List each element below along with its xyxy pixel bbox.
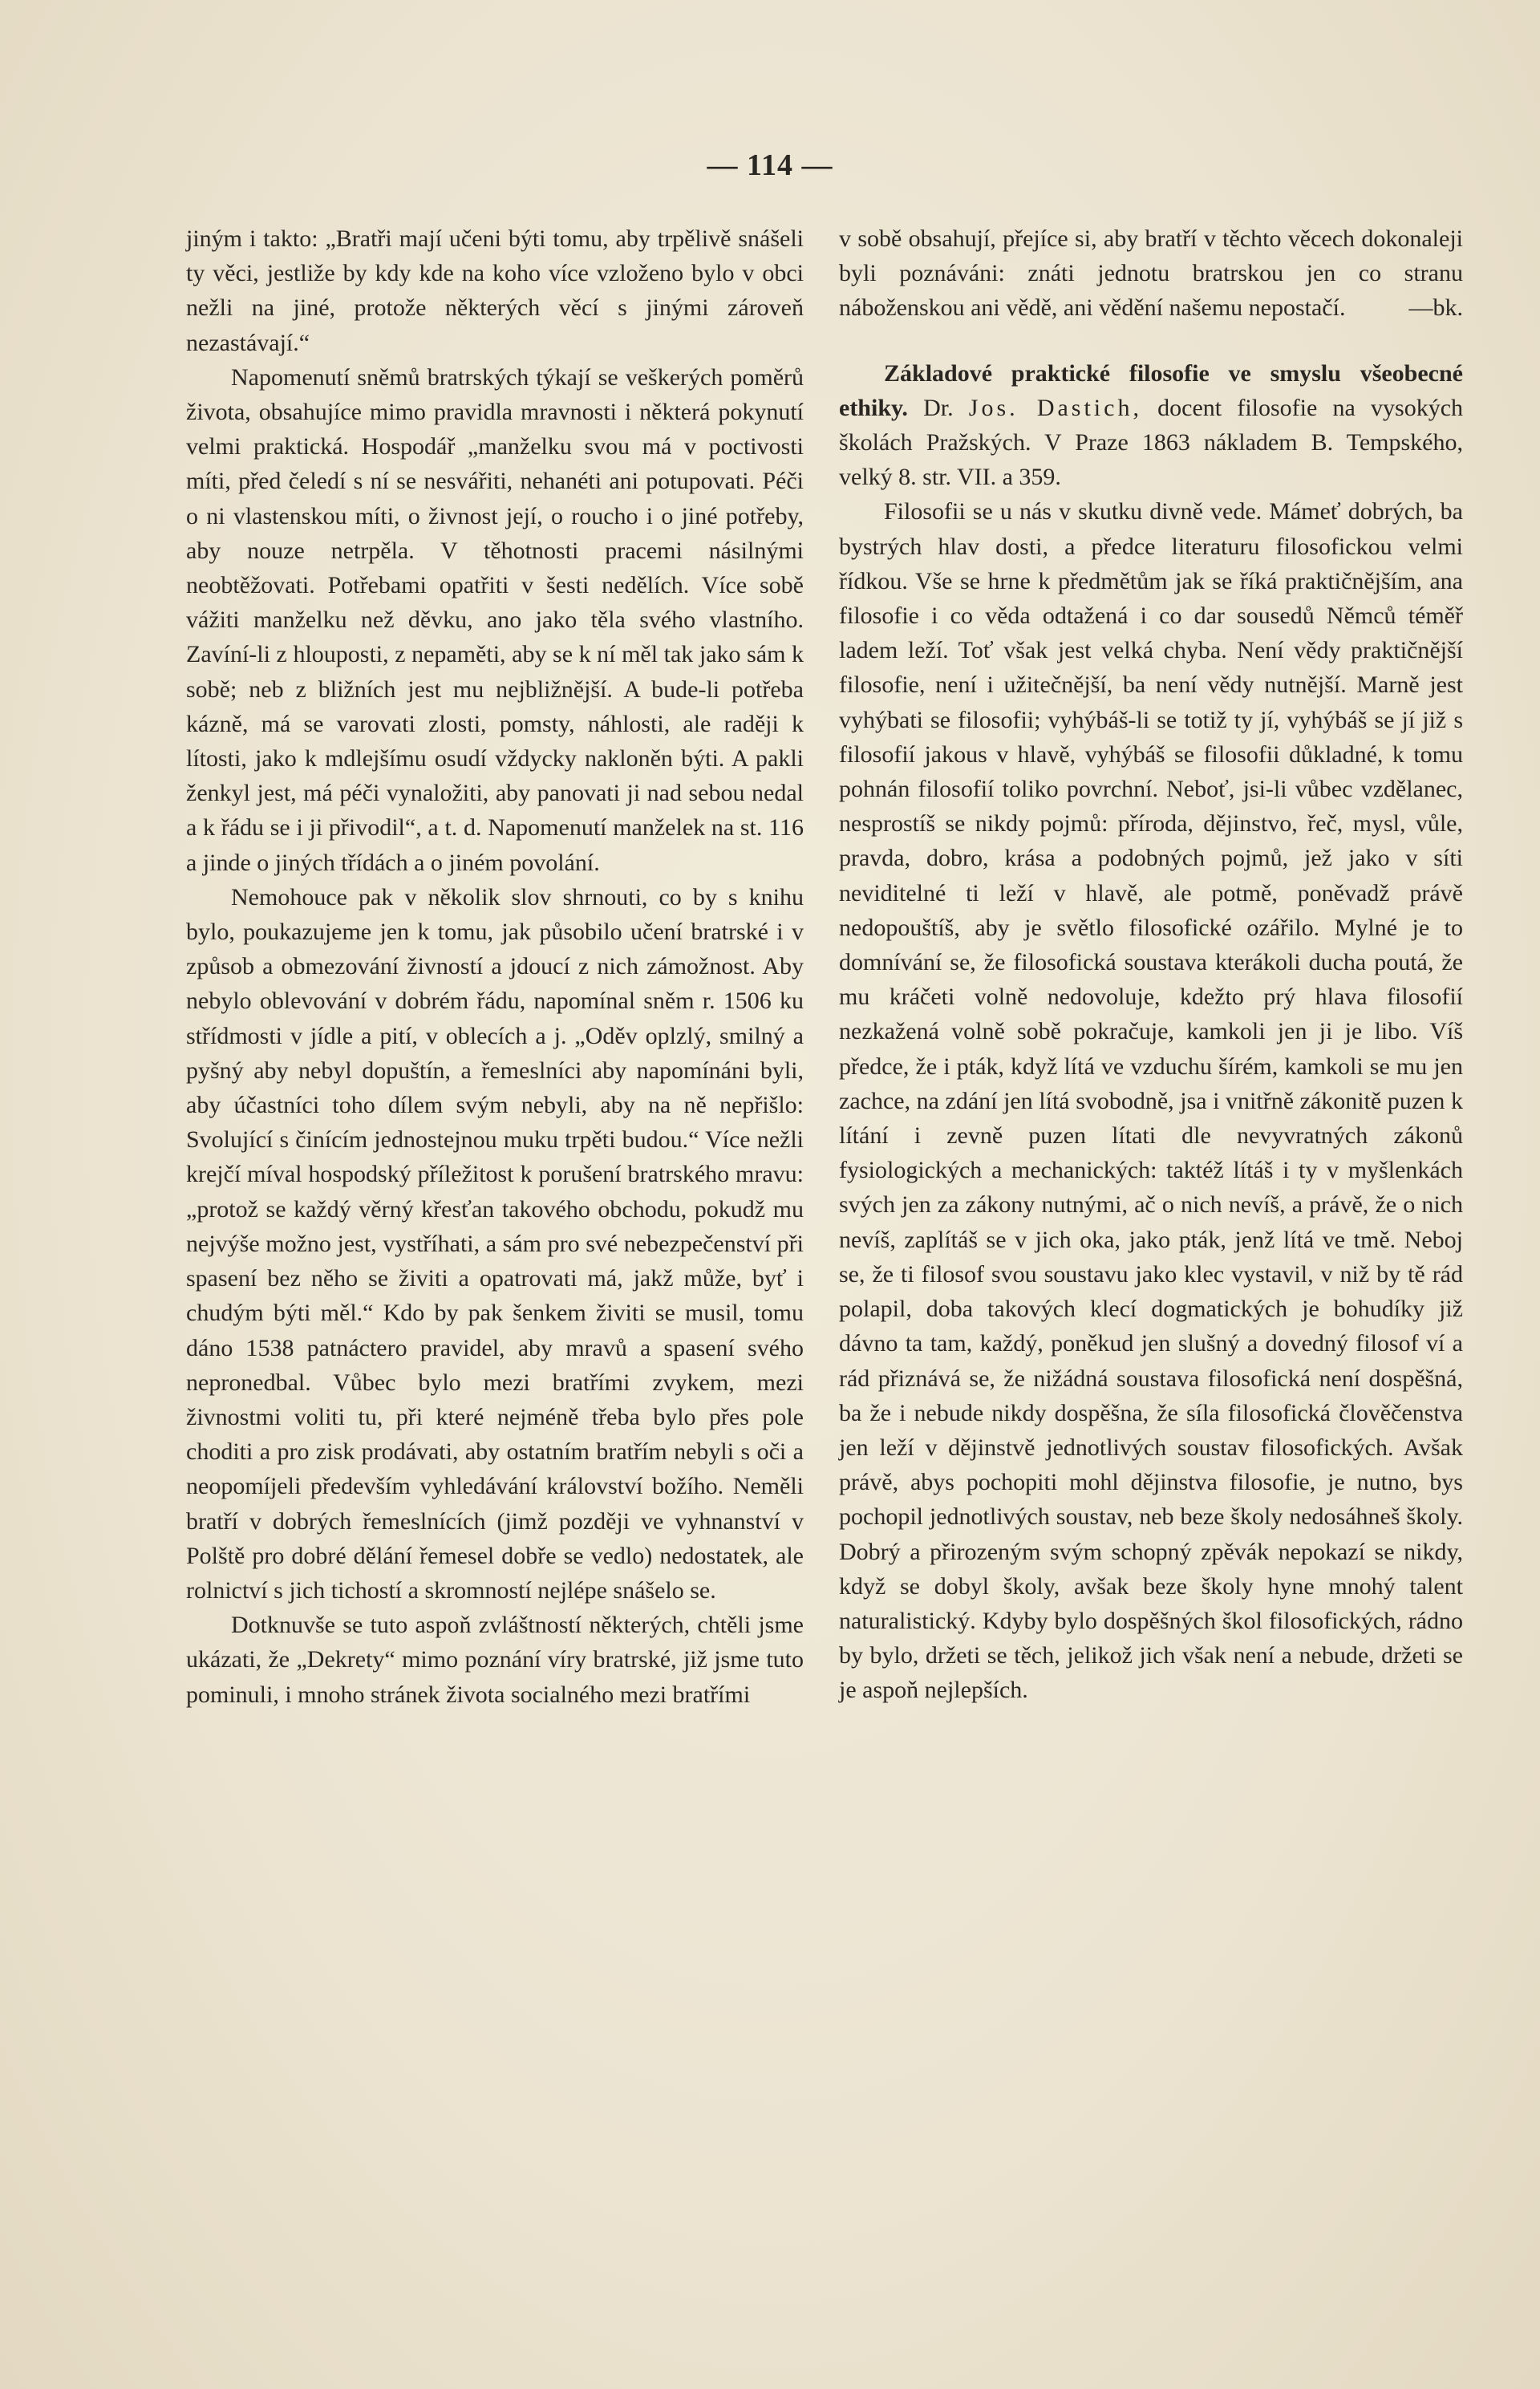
continuation-text: v sobě obsahují, přejíce si, aby bratří v těchto věcech dokonaleji byli poznáváni: znáti jednotu bratrskou jen co stranu náboženskou ani vědě, ani vědění našemu nepostačí. [839,225,1463,322]
page-number: — 114 — [707,148,833,182]
review-details: docent filosofie na vysokých školách Pražských. V Praze 1863 nákladem B. Tempského, velký 8. str. VII. a 359. [839,394,1464,491]
author-signature: —bk. [1408,294,1463,322]
right-paragraph-1: Filosofii se u nás v skutku divně vede. Mámeť dobrých, ba bystrých hlav dosti, a předce literaturu filosofickou velmi řídkou. Vše se hrne k předmětům jak se říká praktičnějším, ana filosofie i co věda odtažená i co dar sousedů Němců téměř ladem leží. Toť však jest velká chyba. Není vědy praktičnější filosofie, není i užitečnější, ba není vědy nutnější. Marně jest vyhýbati se filosofii; vyhýbáš-li se totiž ty jí, vyhýbáš se jí již s filosofií jakous v hlavě, vyhýbáš se filosofii důkladné, k tomu pohnán filosofií toliko povrchní. Neboť, jsi-li vůbec vzdělanec, nesprostíš se nikdy pojmů: příroda, dějinstvo, řeč, mysl, vůle, pravda, dobro, krása a podobných pojmů, jež jako v síti neviditelné ti leží v hlavě, ale potmě, poněvadž právě nedopouštíš, aby je světlo filosofické ozářilo. Mylné je to domnívání se, že filosofická soustava kterákoli ducha poutá, že mu kráčeti volně nedovoluje, kdežto prý hlava filosofií nezkažená volně sobě pokračuje, kamkoli jen ji je libo. Víš předce, že i pták, když lítá ve vzduchu šírém, kamkoli se mu jen zachce, na zdání jen lítá svobodně, jsa i vnitřně zákonitě puzen k lítání i zevně puzen lítati dle nevyvratných zákonů fysiologických a mechanických: taktéž lítáš i ty v myšlenkách svých jen za zákony nutnými, ač o nich nevíš, a právě, že o nich nevíš, zaplítáš se v jich oka, jako pták, jenž lítá ve tmě. Neboj se, že ti filosof svou soustavu jako klec vystavil, v niž by tě rád polapil, doba takových klecí dogmatických je bohudíky již dávno ta tam, každý, poněkud jen slušný a dovedný filosof ví a rád přiznává se, že nižádná soustava filosofická není dospěšná, ba že i nebude nikdy dospěšna, že síla filosofická člověčenstva jen leží v dějinstvě jednotlivých soustav filosofických. Avšak právě, abys pochopiti mohl dějinstva filosofie, je nutno, bys pochopil jednotlivých soustav, neb beze školy nedosáhneš školy. Dobrý a přirozeným svým schopný zpěvák nepokazí se nikdy, když se dobyl školy, avšak beze školy hyne mnohý talent naturalistický. Kdyby bylo dospěšných škol filosofických, rádno by bylo, držeti se těch, jelikož jich však není a nebude, držeti se je aspoň nejlepších. [839,498,1463,1704]
left-paragraph-3: Nemohouce pak v několik slov shrnouti, co by s knihu bylo, poukazujeme jen k tomu, jak působilo učení bratrské i v způsob a obmezování živností a jdoucí z nich zámožnost. Aby nebylo oblevování v dobrém řádu, napomínal sněm r. 1506 ku střídmosti v jídle a pití, v oblecích a j. „Oděv oplzlý, smilný a pyšný aby nebyl dopuštín, a řemeslníci aby napomínáni byli, aby účastníci toho dílem svým nebyli, aby na ně nepřišlo: Svolující s činícím jednostejnou muku trpěti budou.“ Více nežli krejčí míval hospodský příležitost k porušení bratrského mravu: „protož se každý věrný křesťan takového obchodu, pokudž mu nejvýše možno jest, vystříhati, a sám pro své nebezpečenství při spasení bez něho se živiti a opatrovati má, jakž může, byť i chudým býti měl.“ Kdo by pak šenkem živiti se musil, tomu dáno 1538 patnáctero pravidel, aby mravů a spasení svého nepronedbal. Vůbec bylo mezi bratřími zvykem, mezi živnostmi voliti tu, při které nejméně třeba bylo přes pole choditi a pro zisk prodávati, aby ostatním bratřím nebyli s oči a neopomíjeli především vyhledávání království božího. Neměli bratří v dobrých řemeslnících (jimž později ve vyhnanství v Polště pro dobré dělání řemesel dobře se vedlo) nedostatek, ale rolnictví s jich tichostí a skromností nejlépe snášelo se. [186,883,804,1604]
right-column [839,221,1463,1708]
left-paragraph-4: Dotknuvše se tuto aspoň zvláštností některých, chtěli jsme ukázati, že „Dekrety“ mimo poznání víry bratrské, již jsme tuto pominuli, i mnoho stránek života socialného mezi bratřími [186,1612,804,1708]
right-continuation [839,221,1463,326]
review-heading [839,356,1463,495]
review-title: Základové praktické filosofie ve smyslu všeobecné ethiky. [839,359,1463,421]
review-author-prefix: Dr. [923,394,954,421]
review-author-name: Jos. Dastich, [968,394,1142,421]
left-paragraph-1: jiným i takto: „Bratři mají učeni býti tomu, aby trpělivě snášeli ty věci, jestliže by kdy kde na koho více vzloženo bylo v obci nežli na jiné, protože některých věcí s jinými zároveň nezastávají.“ [186,225,804,356]
left-column [186,221,804,1712]
left-paragraph-2: Napomenutí sněmů bratrských týkají se veškerých poměrů života, obsahujíce mimo pravidla mravnosti i některá pokynutí velmi praktická. Hospodář „manželku svou má v poctivosti míti, před čeledí s ní se nesvářiti, nehanéti ani potupovati. Péči o ni vlastenskou míti, o živnost její, o roucho i o jiné potřeby, aby nouze netrpěla. V těhotnosti pracemi násilnými neobtěžovati. Potřebami opatřiti v šesti nedělích. Více sobě vážiti manželku než děvku, ano jako těla svého vlastního. Zavíní-li z hlouposti, z nepaměti, aby se k ní měl tak jako sám k sobě; neb z bližních jest mu nejbližnější. A bude-li potřeba kázně, má se varovati zlosti, pomsty, náhlosti, ale raději k lítosti, jako k mdlejšímu osudí vždycky nakloněn býti. A pakli ženkyl jest, má péči vynaložiti, aby panovati ji nad sebou nedal a k řádu se i ji přivodil“, a t. d. Napomenutí manželek na st. 116 a jinde o jiných třídách a o jiném povolání. [186,363,804,876]
